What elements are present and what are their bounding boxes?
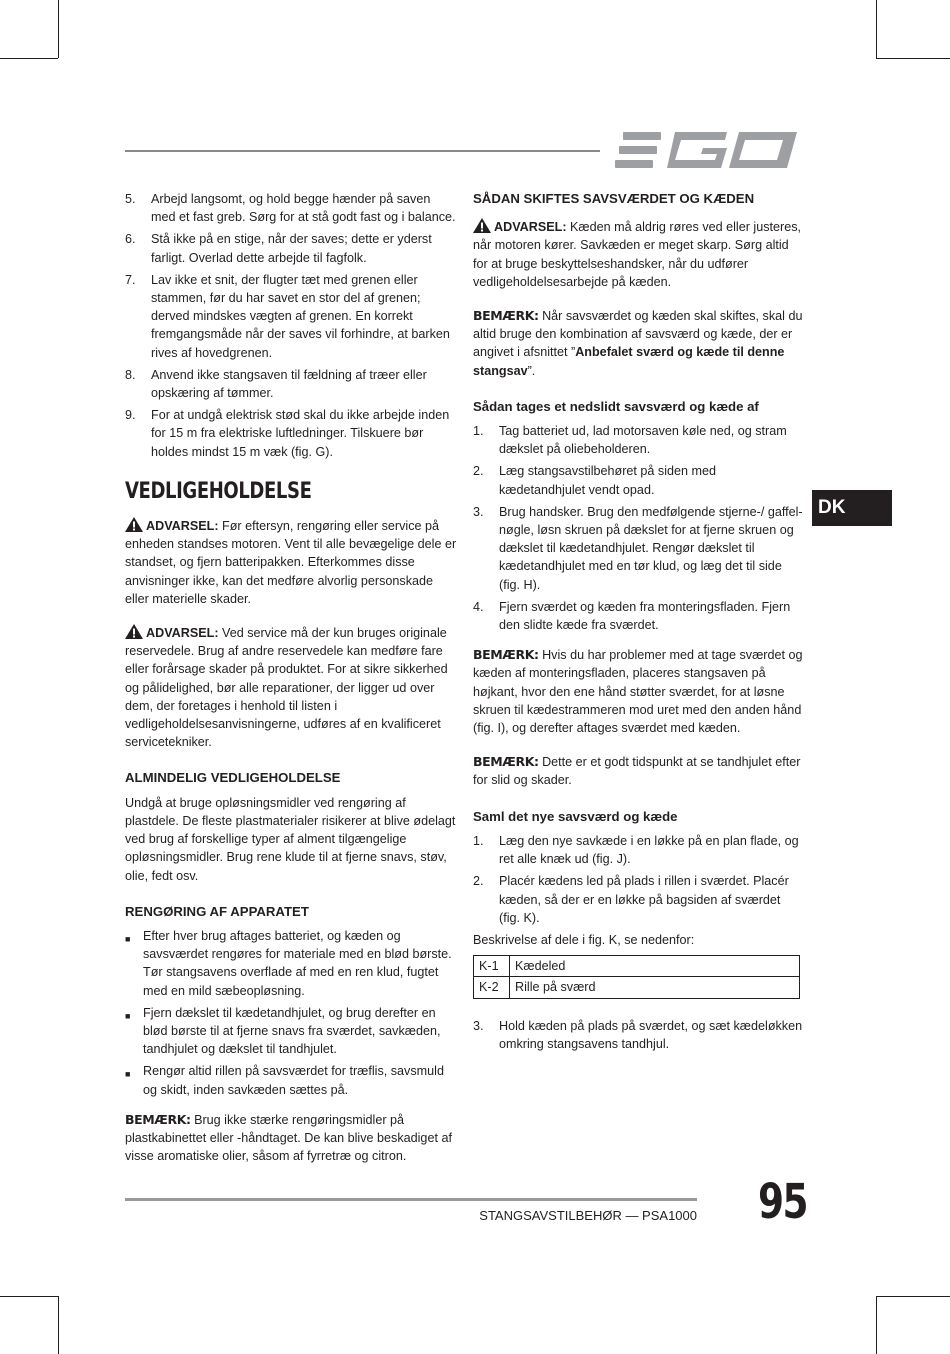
list-item: 6. Stå ikke på en stige, når der saves; dette er yderst farligt. Overlad dette arbejde til fagfolk.: [125, 232, 432, 265]
safety-list: [125, 190, 457, 461]
footer-rule: [125, 1198, 697, 1201]
warning-text: Ved service må der kun bruges originale reservedele. Brug af andre reservedele kan medføre fare eller forårsage skader på produktet. For at sikre sikkerhed og pålidelighed, bør alle reparationer, der ligger ud over dem, der foretages i henhold til listen i vedligeholdelsesanvisningerne, udføres af en kvalificeret servicetekniker.: [125, 626, 448, 750]
note-block: [473, 646, 803, 737]
list-item: 2. Læg stangsavstilbehøret på siden med kædetandhjulet vendt opad.: [473, 464, 717, 497]
footer-title: STANGSAVSTILBEHØR — PSA1000: [479, 1208, 697, 1223]
list-item: 8. Anvend ikke stangsaven til fældning af træer eller opskæring af tømmer.: [125, 367, 427, 401]
crop-mark: [876, 0, 877, 58]
crop-mark: [58, 0, 59, 58]
note-label: BEMÆRK:: [473, 647, 539, 663]
list-item: 7. Lav ikke et snit, der flugter tæt med grenen eller stammen, før du har savet en stor del af grenen; derved mindskes vægten af grenen. En korrekt fremgangsmåde når der saves vil forhindre, at barken rives af hovedgrenen.: [125, 272, 450, 360]
note-text: Når savsværdet og kæden skal skiftes, skal du altid bruge den kombination af savsværd og kæde, der er angivet i afsnittet ”: [473, 309, 803, 360]
bullet-icon: ■: [125, 1010, 131, 1021]
cleaning-list: [125, 927, 457, 1099]
subheading: Sådan tages et nedslidt savsværd og kæde af: [473, 398, 759, 414]
note-block: [125, 1111, 457, 1166]
list-item: 5. Arbejd langsomt, og hold begge hænder på saven med et fast greb. Sørg for at stå godt fast og i balance.: [125, 192, 456, 225]
warning-label: ADVARSEL:: [146, 626, 219, 641]
table-row: K-1 Kædeled: [474, 956, 800, 977]
list-item: 1. Læg den nye savkæde i en løkke på en plan flade, og ret alle knæk ud (fig. J).: [473, 833, 799, 867]
note-label: BEMÆRK:: [125, 1111, 191, 1127]
crop-mark: [0, 58, 58, 59]
left-column: [125, 190, 457, 1181]
warning-icon: [125, 624, 143, 639]
list-item: 4. Fjern sværdet og kæden fra monteringsfladen. Fjern den slidte kæde fra sværdet.: [473, 599, 791, 633]
note-text: Dette er et godt tidspunkt at se tandhjulet efter for slid og skader.: [473, 755, 801, 788]
warning-label: ADVARSEL:: [494, 220, 567, 235]
crop-mark: [58, 1296, 59, 1354]
list-item: 9. For at undgå elektrisk stød skal du ikke arbejde inden for 15 m fra elektriske luftledninger. Tilskuere bør holdes mindst 15 m væk (fig. G).: [125, 408, 450, 459]
page-number: 95: [758, 1174, 807, 1230]
note-block: [473, 307, 803, 380]
note-text: ”.: [527, 363, 536, 378]
list-item: ■ Fjern dækslet til kædetandhjulet, og brug derefter en blød børste til at fjerne snavs fra sværdet, savkæden, tandhjulet og dækslet til tandhjulet.: [125, 1004, 457, 1059]
assemble-steps: [473, 832, 803, 927]
crop-mark: [876, 1296, 877, 1354]
section-title: VEDLIGEHOLDELSE: [125, 478, 312, 504]
parts-caption: Beskrivelse af dele i fig. K, se nedenfor:: [473, 932, 695, 947]
subheading: SÅDAN SKIFTES SAVSVÆRDET OG KÆDEN: [473, 191, 755, 206]
subheading: ALMINDELIG VEDLIGEHOLDELSE: [125, 770, 341, 786]
crop-mark: [876, 58, 950, 59]
list-item: ■ Rengør altid rillen på savsværdet for træflis, savsmuld og skidt, inden savkæden sættes på.: [125, 1062, 457, 1098]
note-reference: Anbefalet sværd og kæde til denne stangsav: [473, 345, 785, 378]
header-rule: [125, 150, 600, 152]
right-column: [473, 190, 803, 1057]
language-tab: DK: [812, 490, 892, 526]
note-label: BEMÆRK:: [473, 308, 539, 324]
note-block: [473, 753, 803, 789]
remove-steps: [473, 422, 803, 634]
ego-logo: [615, 128, 800, 172]
list-item: 3. Hold kæden på plads på sværdet, og sæt kædeløkken omkring stangsavens tandhjul.: [473, 1018, 803, 1051]
table-row: K-2 Rille på sværd: [474, 977, 800, 998]
warning-block: [125, 517, 457, 608]
warning-icon: [125, 517, 143, 532]
note-text: Hvis du har problemer med at tage sværdet og kæden af monteringsfladen, placeres stangsaven på højkant, hvor den ene hånd støtter sværdet, for at løsne skruen til kædestrammeren mod uret med den anden hånd (fig. I), og derefter aftages sværdet med kæden.: [473, 648, 803, 736]
note-label: BEMÆRK:: [473, 754, 539, 770]
paragraph: Undgå at bruge opløsningsmidler ved rengøring af plastdele. De fleste plastmaterialer risikerer at blive ødelagt ved brug af forskellige typer af alment tilgængelige opløsningsmidler. Brug rene klude til at fjerne snavs, støv, olie, fedt osv.: [125, 795, 456, 883]
bullet-icon: ■: [125, 1069, 131, 1080]
list-item: 2. Placér kædens led på plads i rillen i sværdet. Placér kæden, så der er en løkke på bagsiden af sværdet (fig. K).: [473, 874, 789, 925]
warning-label: ADVARSEL:: [146, 519, 219, 534]
warning-text: Kæden må aldrig røres ved eller justeres, når motoren kører. Savkæden er meget skarp. Sørg altid for at bruge beskyttelseshandsker, når du udfører vedligeholdelsesarbejde på kæden.: [473, 220, 802, 289]
list-item: 1. Tag batteriet ud, lad motorsaven køle ned, og stram dækslet på oliebeholderen.: [473, 424, 787, 457]
bullet-icon: ■: [125, 933, 131, 944]
note-text: Brug ikke stærke rengøringsmidler på plastkabinettet eller -håndtaget. De kan blive beskadiget af visse aromatiske olier, såsom af fyrretræ og citron.: [125, 1112, 452, 1164]
crop-mark: [876, 1296, 950, 1297]
warning-block: [473, 218, 803, 291]
list-item: ■ Efter hver brug aftages batteriet, og kæden og savsværdet rengøres for materiale med en blød børste. Tør stangsavens overflade af med en ren klud, fugtet med en mild sæbeopløsning.: [125, 927, 457, 1000]
list-item: 3. Brug handsker. Brug den medfølgende stjerne-/ gaffel-nøgle, løsn skruen på dækslet for at fjerne skruen og dækslet til kædetandhjulet. Rengør dækslet til kædetandhjulet med en tør klud, og læg det til side (fig. H).: [473, 504, 803, 592]
parts-table: [473, 955, 800, 998]
subheading: Saml det nye savsværd og kæde: [473, 808, 678, 824]
warning-icon: [473, 218, 491, 233]
subheading: RENGØRING AF APPARATET: [125, 903, 309, 919]
crop-mark: [0, 1296, 58, 1297]
warning-text: Før eftersyn, rengøring eller service på enheden standses motoren. Vent til alle bevægelige dele er standset, og fjern batteripakken. Efterkommes disse anvisninger ikke, kan det medføre alvorlig personskade eller materielle skader.: [125, 519, 457, 606]
warning-block: [125, 624, 457, 751]
